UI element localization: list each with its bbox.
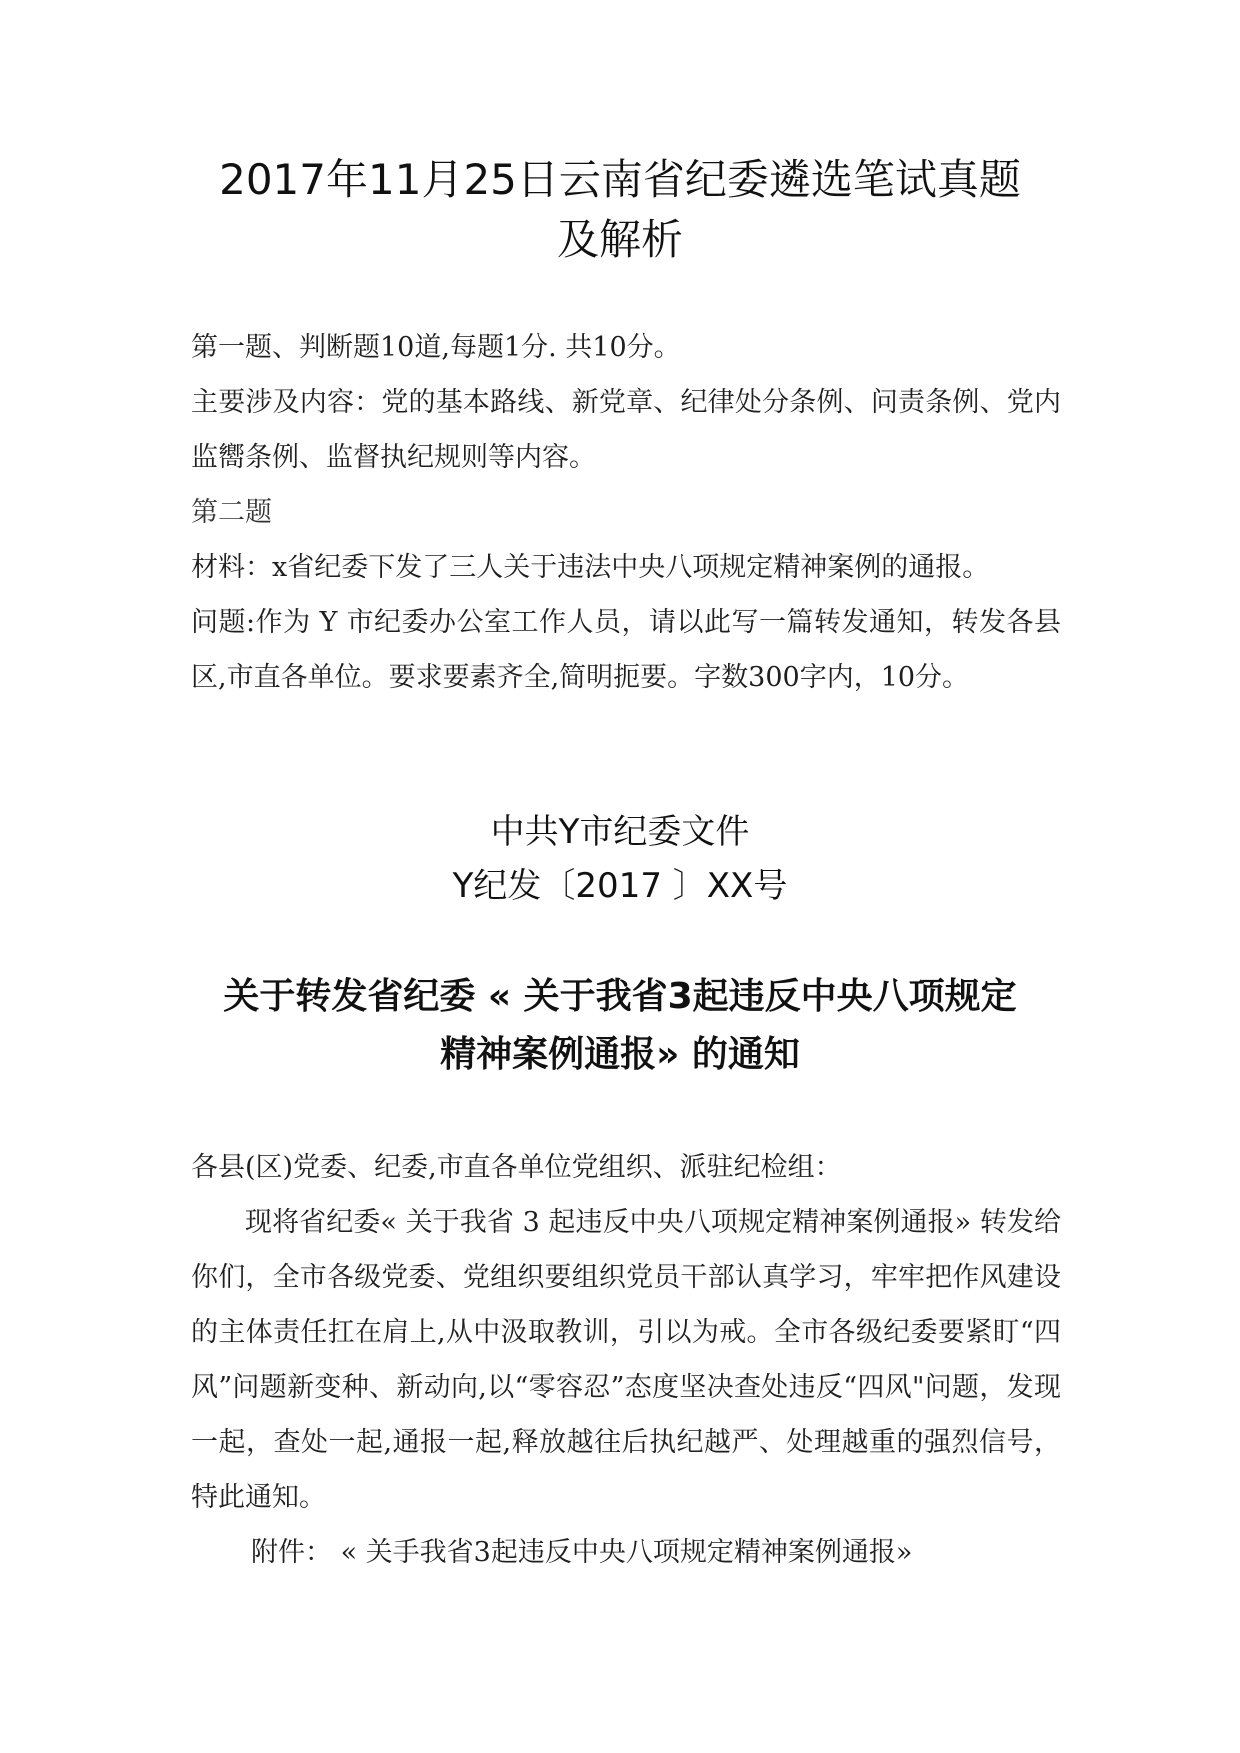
notice-paragraph: 现将省纪委« 关于我省 3 起违反中央八项规定精神案例通报» 转发给你们，全市各级党委、党组织要组织党员干部认真学习，牢牢把作风建设的主体责任扛在肩上,从中汲取教训，引以为戒。全市各级纪委要紧盯“四风”问题新变种、新动向,以“零容忍”态度坚决查处违反“四风"问题，发现一起，查处一起,通报一起,释放越往后执纪越严、处理越重的强烈信号，特此通知。 [191, 1207, 1061, 1513]
question-2-prompt: 问题:作为 Y 市纪委办公室工作人员，请以此写一篇转发通知，转发各县区,市直各单位。要求要素齐全,简明扼要。字数300字内，10分。 [191, 607, 1061, 693]
question-1: 第一题、判断题10道,每题1分. 共10分。 [191, 332, 681, 363]
notice-title-line-1: 关于转发省纪委 « 关于我省3起违反中央八项规定 [223, 976, 1017, 1017]
page-title-line-1: 2017年11月25日云南省纪委遴选笔试真题 [219, 155, 1021, 204]
salutation: 各县(区)党委、纪委,市直各单位党组织、派驻纪检组： [191, 1152, 842, 1183]
question-2-material: 材料：x省纪委下发了三人关于违法中央八项规定精神案例的通报。 [191, 552, 990, 583]
notice-title [150, 968, 1090, 1084]
question-section [191, 320, 1061, 705]
document-number: Y纪发〔2017 〕XX号 [452, 866, 788, 906]
notice-body [191, 1140, 1061, 1580]
notice-title-line-2: 精神案例通报» 的通知 [440, 1034, 800, 1075]
page-title-line-2: 及解析 [556, 215, 683, 264]
question-1-content: 主要涉及内容：党的基本路线、新党章、纪律处分条例、问责条例、党内监嚮条例、监督执纪规则等内容。 [191, 387, 1061, 473]
attachment-line: 附件： « 关手我省3起违反中央八项规定精神案例通报» [251, 1537, 913, 1568]
document-issuer: 中共Y市纪委文件 [490, 812, 750, 852]
question-2-label: 第二题 [191, 497, 272, 528]
page-title [150, 150, 1090, 270]
